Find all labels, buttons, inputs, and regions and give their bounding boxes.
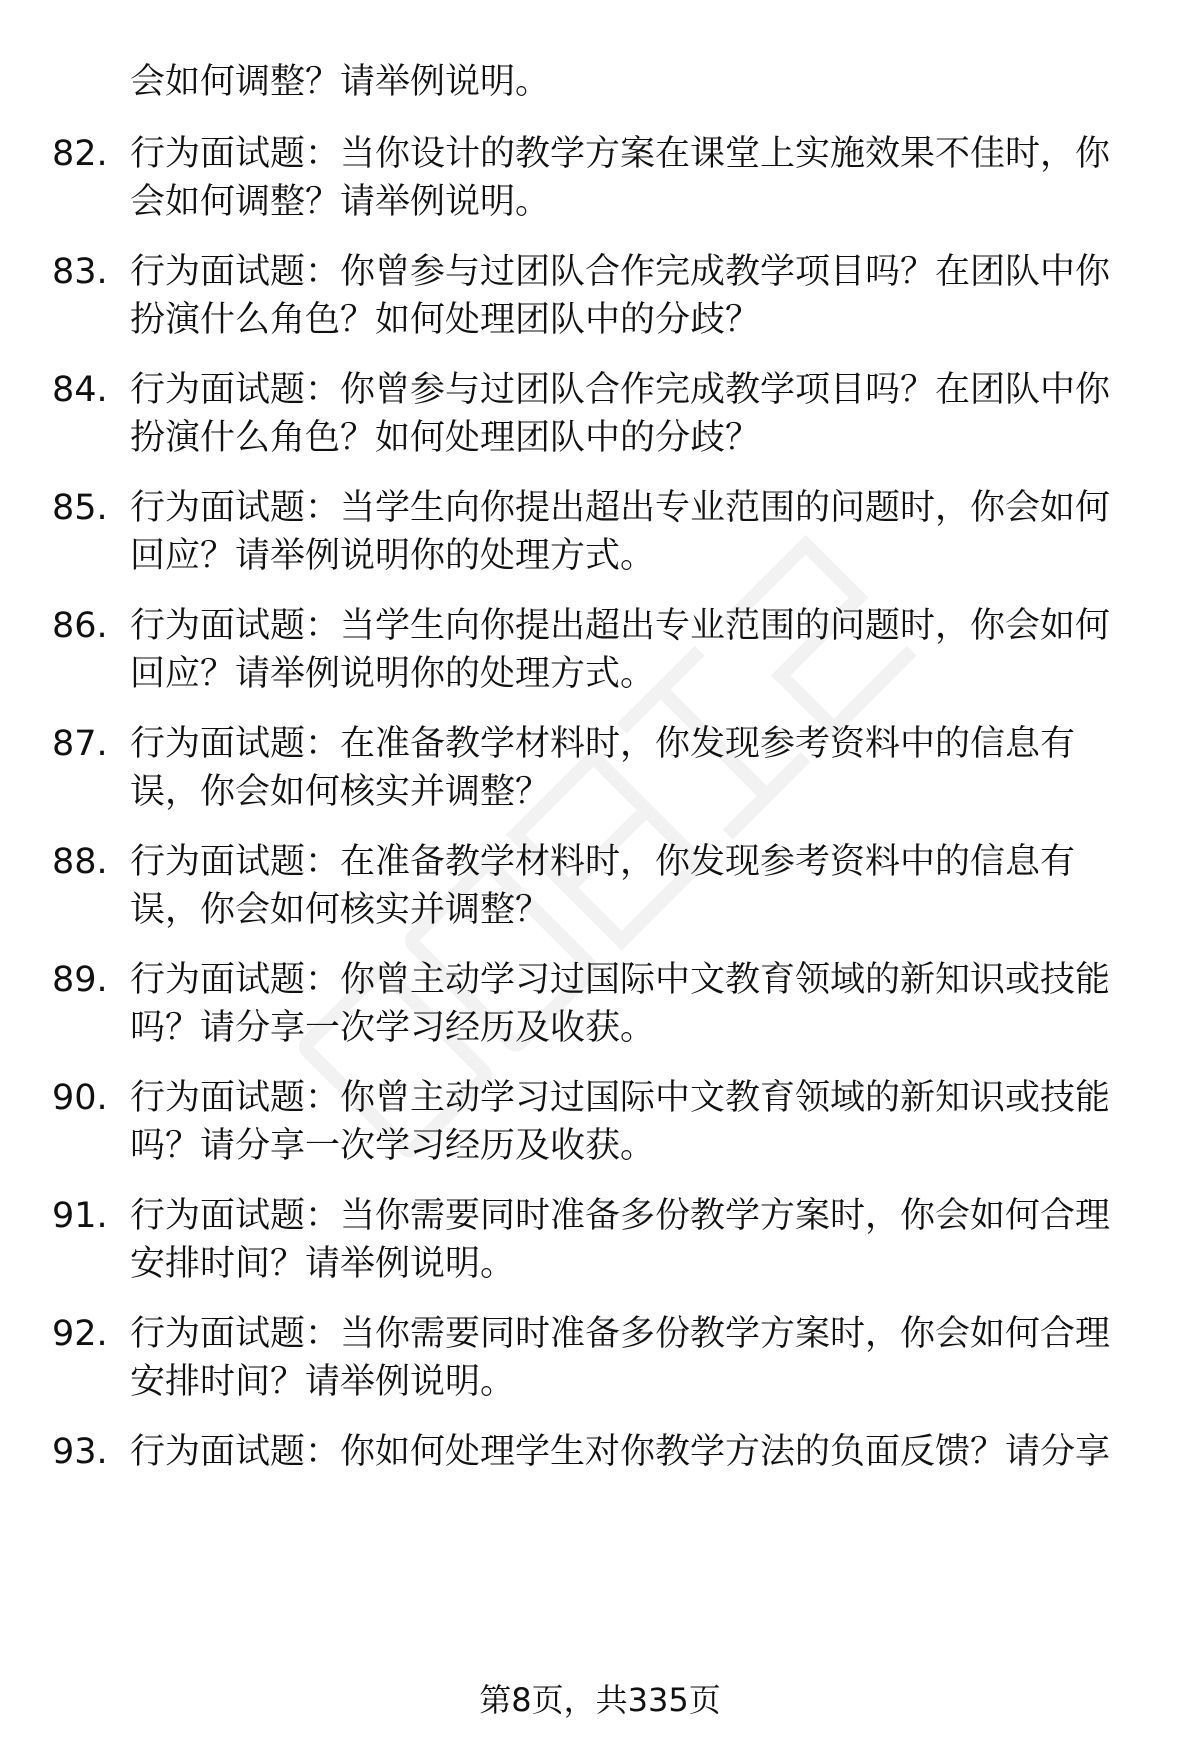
question-number: 85. xyxy=(52,488,108,528)
question-number: 88. xyxy=(52,842,108,882)
question-text: 行为面试题：你曾主动学习过国际中文教育领域的新知识或技能 吗？请分享一次学习经历及收获。 xyxy=(130,1078,1111,1166)
question-text: 行为面试题：当你需要同时准备多份教学方案时，你会如何合理 安排时间？请举例说明。 xyxy=(130,1196,1111,1284)
question-text: 行为面试题：你如何处理学生对你教学方法的负面反馈？请分享 xyxy=(130,1432,1111,1472)
question-number: 83. xyxy=(52,252,108,292)
question-text: 行为面试题：当学生向你提出超出专业范围的问题时，你会如何 回应？请举例说明你的处理方式。 xyxy=(130,488,1111,576)
question-text: 行为面试题：在准备教学材料时，你发现参考资料中的信息有 误，你会如何核实并调整？ xyxy=(130,842,1076,930)
question-number: 82. xyxy=(52,134,108,174)
question-number: 86. xyxy=(52,606,108,646)
question-text: 行为面试题：你曾参与过团队合作完成教学项目吗？在团队中你 扮演什么角色？如何处理团队中的分歧？ xyxy=(130,252,1111,340)
question-number: 87. xyxy=(52,724,108,764)
question-number: 91. xyxy=(52,1196,108,1236)
question-text: 行为面试题：你曾参与过团队合作完成教学项目吗？在团队中你 扮演什么角色？如何处理团队中的分歧？ xyxy=(130,370,1111,458)
question-text: 行为面试题：当学生向你提出超出专业范围的问题时，你会如何 回应？请举例说明你的处理方式。 xyxy=(130,606,1111,694)
question-number: 84. xyxy=(52,370,108,410)
question-text: 行为面试题：在准备教学材料时，你发现参考资料中的信息有 误，你会如何核实并调整？ xyxy=(130,724,1076,812)
question-number: 89. xyxy=(52,960,108,1000)
question-text: 行为面试题：当你设计的教学方案在课堂上实施效果不佳时，你 会如何调整？请举例说明。 xyxy=(130,134,1111,222)
question-number: 92. xyxy=(52,1314,108,1354)
page-footer: 第8页，共335页 xyxy=(479,1681,721,1719)
question-text: 行为面试题：你曾主动学习过国际中文教育领域的新知识或技能 吗？请分享一次学习经历及收获。 xyxy=(130,960,1111,1048)
continued-question-text: 会如何调整？请举例说明。 xyxy=(130,62,551,102)
question-number: 93. xyxy=(52,1432,108,1472)
question-text: 行为面试题：当你需要同时准备多份教学方案时，你会如何合理 安排时间？请举例说明。 xyxy=(130,1314,1111,1402)
question-number: 90. xyxy=(52,1078,108,1118)
